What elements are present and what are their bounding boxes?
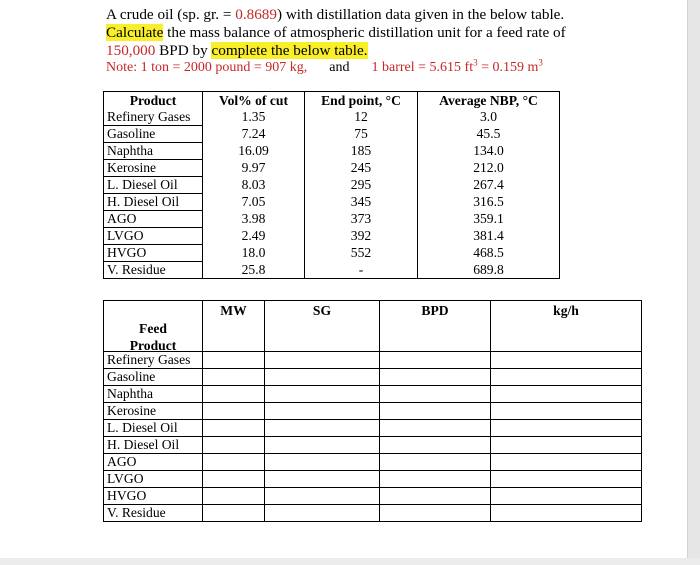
input-cell[interactable]: [491, 403, 642, 420]
specific-gravity-value: 0.8689: [235, 6, 277, 23]
problem-line-3: 150,000 BPD by complete the below table.: [106, 42, 368, 59]
bottom-edge: [0, 558, 700, 565]
input-cell[interactable]: [380, 505, 491, 522]
input-cell[interactable]: [380, 369, 491, 386]
table-row: H. Diesel Oil: [104, 437, 642, 454]
input-cell[interactable]: [491, 505, 642, 522]
table-row: Naphtha: [104, 386, 642, 403]
input-cell[interactable]: [491, 454, 642, 471]
table-row: LVGO 2.49 392 381.4: [104, 228, 560, 245]
header-avg-nbp: Average NBP, °C: [439, 93, 538, 108]
input-cell[interactable]: [265, 505, 380, 522]
table-row: L. Diesel Oil 8.03 295 267.4: [104, 177, 560, 194]
header-mw: MW: [203, 301, 265, 352]
table-row: HVGO: [104, 488, 642, 505]
highlight-calculate: Calculate: [106, 24, 164, 41]
table-row: Naphtha 16.09 185 134.0: [104, 143, 560, 160]
input-cell[interactable]: [265, 454, 380, 471]
header-vol-pct: Vol% of cut: [203, 92, 305, 110]
input-cell[interactable]: [491, 488, 642, 505]
input-cell[interactable]: [265, 488, 380, 505]
header-product: Product: [104, 92, 203, 110]
header-end-point: End point, °C: [305, 92, 418, 110]
table-row: AGO 3.98 373 359.1: [104, 211, 560, 228]
header-bpd: BPD: [380, 301, 491, 352]
input-cell[interactable]: [380, 437, 491, 454]
feed-label: Feed: [139, 321, 167, 336]
problem-statement: [106, 6, 606, 60]
table-row: Gasoline 7.24 75 45.5: [104, 126, 560, 143]
mass-balance-table: [103, 300, 642, 522]
table-row: Kerosine 9.97 245 212.0: [104, 160, 560, 177]
header-kgh: kg/h: [491, 301, 642, 352]
table-row: V. Residue: [104, 505, 642, 522]
input-cell[interactable]: [203, 420, 265, 437]
input-cell[interactable]: [491, 471, 642, 488]
table-row: V. Residue 25.8 - 689.8: [104, 262, 560, 279]
input-cell[interactable]: [380, 471, 491, 488]
table-row: H. Diesel Oil 7.05 345 316.5: [104, 194, 560, 211]
input-cell[interactable]: [265, 369, 380, 386]
table-row: AGO: [104, 454, 642, 471]
problem-line-1: A crude oil (sp. gr. = 0.8689) with distillation data given in the below table.: [106, 6, 565, 23]
scrollbar[interactable]: [687, 0, 700, 565]
input-cell[interactable]: [265, 352, 380, 369]
input-cell[interactable]: [203, 386, 265, 403]
table-row: L. Diesel Oil: [104, 420, 642, 437]
input-cell[interactable]: [203, 403, 265, 420]
table-row: Kerosine: [104, 403, 642, 420]
problem-line-2: Calculate the mass balance of atmospheric distillation unit for a feed rate of: [106, 24, 566, 41]
input-cell[interactable]: [265, 471, 380, 488]
input-cell[interactable]: [203, 471, 265, 488]
input-cell[interactable]: [380, 420, 491, 437]
feed-rate-value: 150,000: [106, 42, 156, 59]
input-cell[interactable]: [380, 386, 491, 403]
header-sg: SG: [265, 301, 380, 352]
input-cell[interactable]: [380, 488, 491, 505]
input-cell[interactable]: [491, 386, 642, 403]
input-cell[interactable]: [203, 352, 265, 369]
table-row: Gasoline: [104, 369, 642, 386]
table-row: LVGO: [104, 471, 642, 488]
highlight-complete: complete the below table.: [211, 42, 368, 59]
input-cell[interactable]: [380, 352, 491, 369]
input-cell[interactable]: [265, 437, 380, 454]
input-cell[interactable]: [380, 454, 491, 471]
input-cell[interactable]: [491, 437, 642, 454]
input-cell[interactable]: [380, 403, 491, 420]
product-label: Product: [129, 338, 177, 353]
input-cell[interactable]: [491, 352, 642, 369]
table-row: Refinery Gases: [104, 352, 642, 369]
input-cell[interactable]: [203, 454, 265, 471]
input-cell[interactable]: [265, 420, 380, 437]
table-header-row: [104, 92, 560, 110]
input-cell[interactable]: [203, 369, 265, 386]
unit-note: Note: 1 ton = 2000 pound = 907 kg, and 1 barrel = 5.615 $ft^3 = 0.159$ $m^3$: [106, 57, 543, 75]
table-row: HVGO 18.0 552 468.5: [104, 245, 560, 262]
table-header-row: [104, 301, 642, 352]
input-cell[interactable]: [265, 403, 380, 420]
input-cell[interactable]: [203, 505, 265, 522]
input-cell[interactable]: [203, 437, 265, 454]
distillation-data-table: [103, 91, 560, 279]
input-cell[interactable]: [491, 420, 642, 437]
input-cell[interactable]: [491, 369, 642, 386]
input-cell[interactable]: [203, 488, 265, 505]
feed-product-header: [104, 301, 203, 352]
input-cell[interactable]: [265, 386, 380, 403]
table-row: Refinery Gases 1.35 12 3.0: [104, 109, 560, 126]
